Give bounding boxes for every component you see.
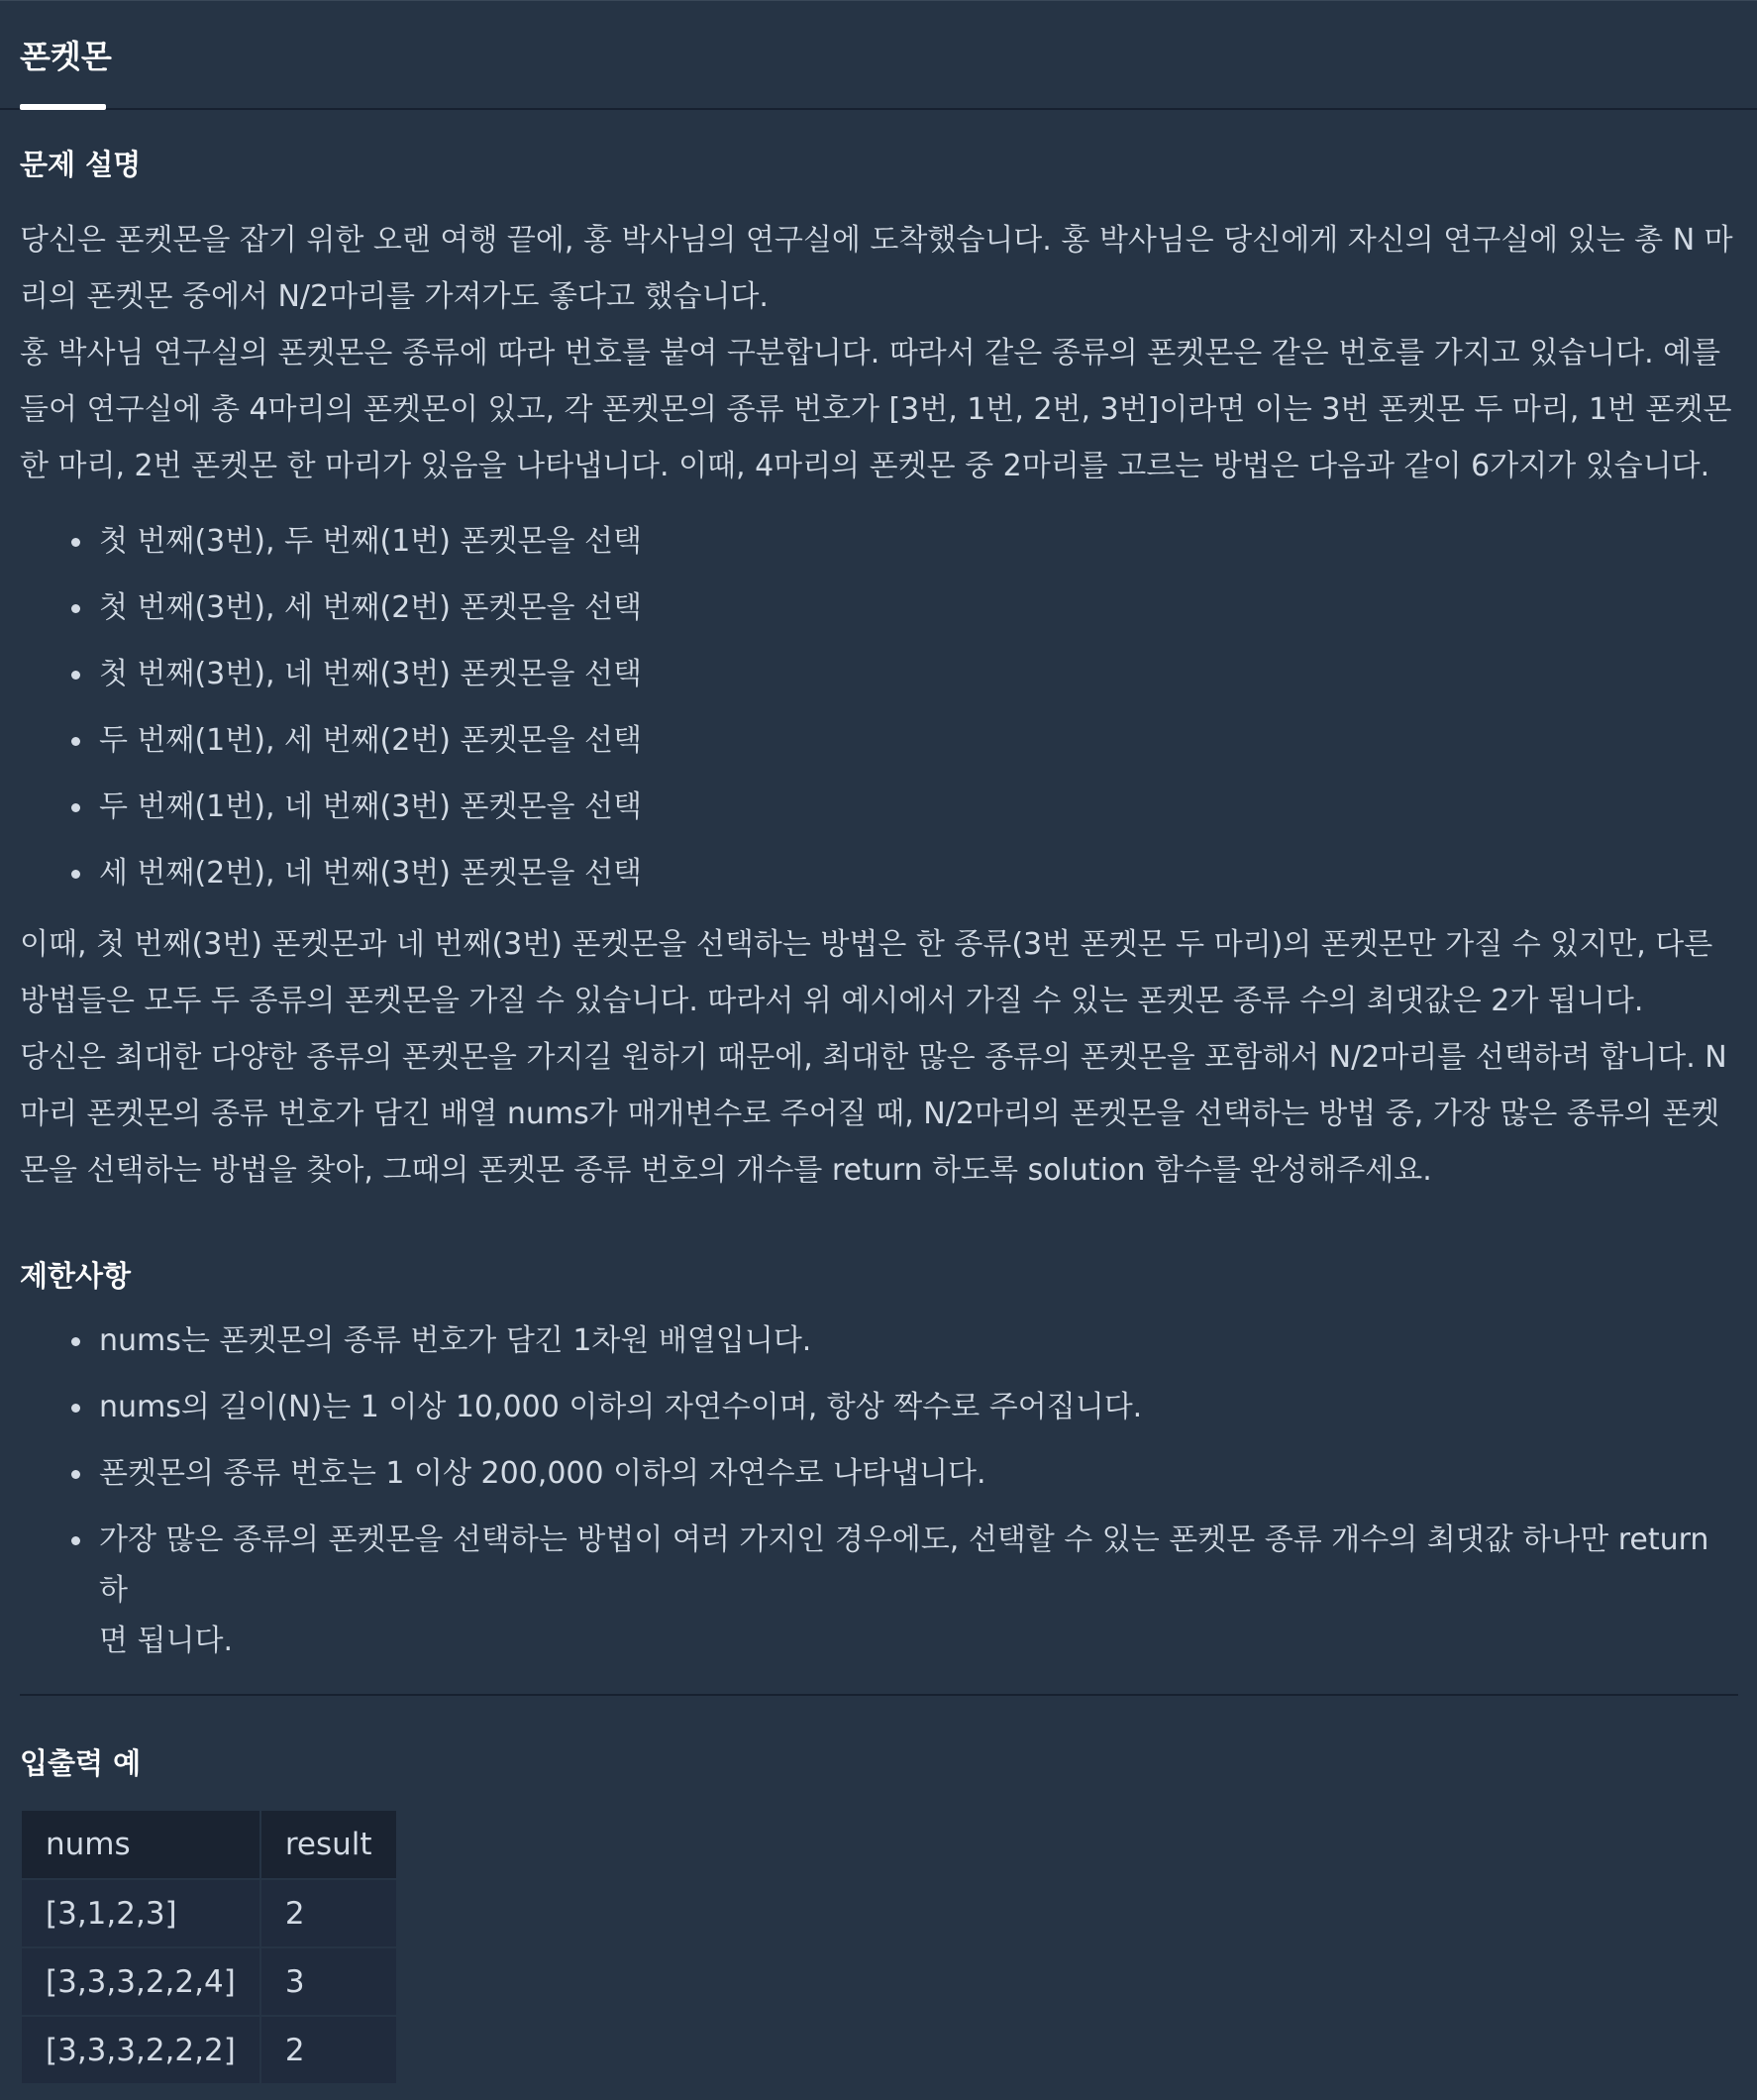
io-example-table [20,1809,398,2085]
list-item: nums의 길이(N)는 1 이상 10,000 이하의 자연수이며, 항상 짝수로 주어집니다. [20,1382,1738,1432]
description-paragraph-1 [20,212,1738,494]
list-item: 폰켓몬의 종류 번호는 1 이상 200,000 이하의 자연수로 나타냅니다. [20,1448,1738,1499]
io-example-heading: 입출력 예 [20,1746,142,1780]
table-row [21,2016,397,2084]
description-paragraph-2 [20,916,1738,1199]
table-cell: 2 [260,2016,397,2084]
table-cell: 2 [260,1879,397,1947]
table-cell: [3,3,3,2,2,2] [21,2016,260,2084]
text-line: 방법들은 모두 두 종류의 폰켓몬을 가질 수 있습니다. 따라서 위 예시에서 가질 수 있는 폰켓몬 종류 수의 최댓값은 2가 됩니다. [20,984,1644,1018]
text-line: 당신은 폰켓몬을 잡기 위한 오랜 여행 끝에, 홍 박사님의 연구실에 도착했습니다. 홍 박사님은 당신에게 자신의 연구실에 있는 총 N 마 [20,223,1733,258]
text-line: 홍 박사님 연구실의 폰켓몬은 종류에 따라 번호를 붙여 구분합니다. 따라서 같은 종류의 폰켓몬은 같은 번호를 가지고 있습니다. 예를 [20,336,1721,370]
text-line: 당신은 최대한 다양한 종류의 폰켓몬을 가지길 원하기 때문에, 최대한 많은 종류의 폰켓몬을 포함해서 N/2마리를 선택하려 합니다. N [20,1040,1727,1075]
tab-bar [0,0,1757,110]
text-line: 몬을 선택하는 방법을 찾아, 그때의 폰켓몬 종류 번호의 개수를 return 하도록 solution 함수를 완성해주세요. [20,1153,1432,1188]
list-item: 두 번째(1번), 네 번째(3번) 폰켓몬을 선택 [20,782,1738,832]
text-line: 리의 폰켓몬 중에서 N/2마리를 가져가도 좋다고 했습니다. [20,279,769,314]
constraints-list [20,1315,1738,1666]
list-item: 첫 번째(3번), 세 번째(2번) 폰켓몬을 선택 [20,582,1738,633]
list-item: nums는 폰켓몬의 종류 번호가 담긴 1차원 배열입니다. [20,1315,1738,1366]
constraints-heading: 제한사항 [20,1259,132,1293]
text-line: 가장 많은 종류의 폰켓몬을 선택하는 방법이 여러 가지인 경우에도, 선택할 수 있는 폰켓몬 종류 개수의 최댓값 하나만 return 하 [99,1522,1709,1608]
column-header-nums: nums [21,1810,260,1879]
table-row [21,1879,397,1947]
text-line: 한 마리, 2번 폰켓몬 한 마리가 있음을 나타냅니다. 이때, 4마리의 폰켓몬 중 2마리를 고르는 방법은 다음과 같이 6가지가 있습니다. [20,449,1710,483]
table-cell: [3,1,2,3] [21,1879,260,1947]
description-heading: 문제 설명 [20,148,142,181]
list-item [20,1515,1738,1666]
table-header-row [21,1810,397,1879]
section-divider [20,1694,1738,1696]
problem-content [20,147,1738,2085]
list-item: 두 번째(1번), 세 번째(2번) 폰켓몬을 선택 [20,715,1738,766]
list-item: 첫 번째(3번), 두 번째(1번) 폰켓몬을 선택 [20,516,1738,567]
text-line: 면 됩니다. [99,1624,233,1658]
column-header-result: result [260,1810,397,1879]
text-line: 이때, 첫 번째(3번) 폰켓몬과 네 번째(3번) 폰켓몬을 선택하는 방법은 한 종류(3번 폰켓몬 두 마리)의 폰켓몬만 가질 수 있지만, 다른 [20,927,1713,962]
tab-problem[interactable]: 폰켓몬 [20,38,112,75]
text-line: 마리 폰켓몬의 종류 번호가 담긴 배열 nums가 매개변수로 주어질 때, N/2마리의 폰켓몬을 선택하는 방법 중, 가장 많은 종류의 폰켓 [20,1097,1720,1131]
table-cell: [3,3,3,2,2,4] [21,1947,260,2016]
text-line: 들어 연구실에 총 4마리의 폰켓몬이 있고, 각 폰켓몬의 종류 번호가 [3번, 1번, 2번, 3번]이라면 이는 3번 폰켓몬 두 마리, 1번 폰켓몬 [20,392,1732,427]
list-item: 세 번째(2번), 네 번째(3번) 폰켓몬을 선택 [20,848,1738,898]
table-cell: 3 [260,1947,397,2016]
table-row [21,1947,397,2016]
active-tab-indicator [20,104,106,110]
selection-example-list [20,516,1738,898]
list-item: 첫 번째(3번), 네 번째(3번) 폰켓몬을 선택 [20,649,1738,699]
